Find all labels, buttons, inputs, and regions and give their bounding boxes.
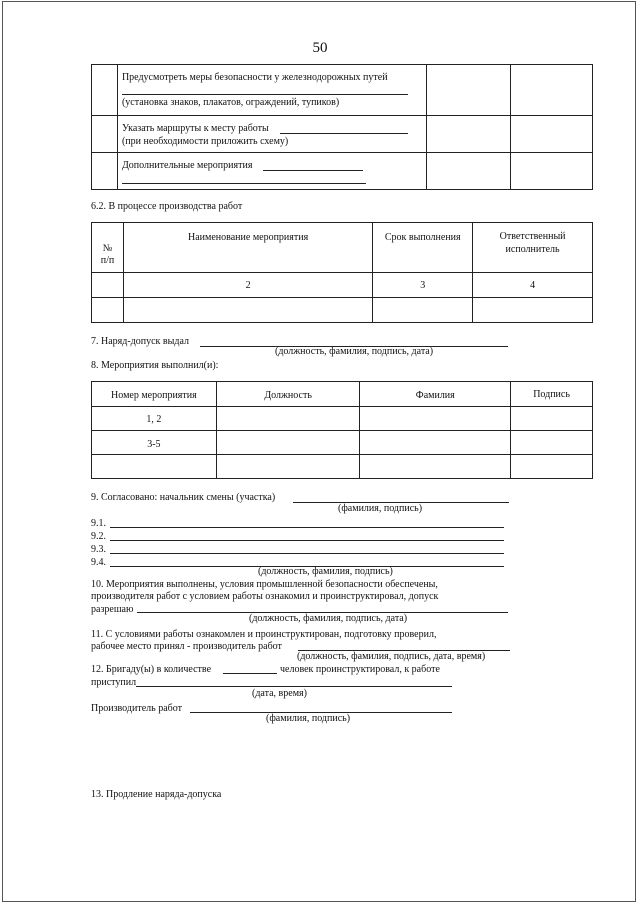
table-cell — [117, 116, 426, 153]
header-cell — [373, 223, 473, 273]
table-cell — [216, 407, 360, 431]
measure-note: (установка знаков, плакатов, ограждений, тупиков) — [121, 97, 340, 108]
section-9-items-caption: (должность, фамилия, подпись) — [258, 566, 393, 577]
header-cell — [92, 223, 124, 273]
measure-note: (при необходимости приложить схему) — [121, 136, 289, 147]
table-cell — [427, 116, 511, 153]
index-cell: 4 — [530, 280, 536, 291]
col-term-header: Срок выполнения — [384, 232, 461, 243]
section-6-2-heading: 6.2. В процессе производства работ — [91, 201, 243, 212]
table-cell — [216, 455, 360, 479]
index-cell: 3 — [420, 280, 426, 291]
table-cell — [92, 65, 118, 116]
fill-line — [110, 540, 504, 541]
measure-text: Дополнительные мероприятия — [121, 160, 253, 171]
section-10-caption: (должность, фамилия, подпись, дата) — [249, 613, 408, 624]
header-cell — [473, 223, 593, 273]
table-cell — [123, 273, 372, 298]
table-cell — [117, 65, 426, 116]
section-8-heading: 8. Мероприятия выполнил(и): — [91, 360, 219, 371]
approval-item: 9.1. — [91, 518, 106, 529]
measure-number: 3-5 — [147, 439, 161, 450]
table-cell — [360, 455, 511, 479]
section-11-line2: рабочее место принял - производитель работ — [91, 641, 282, 652]
table-cell — [92, 153, 118, 190]
section-12-line1a: 12. Бригаду(ы) в количестве — [91, 664, 212, 675]
table-cell — [511, 431, 593, 455]
fill-line — [223, 673, 277, 674]
index-cell: 2 — [245, 280, 251, 291]
page-number: 50 — [312, 40, 328, 56]
col-surname-header: Фамилия — [415, 390, 455, 401]
col-num-header-2: п/п — [100, 255, 115, 266]
section-10-line1: 10. Мероприятия выполнены, условия промышленной безопасности обеспечены, — [91, 579, 438, 590]
table-cell — [511, 407, 593, 431]
fill-line — [122, 94, 408, 95]
approval-item: 9.3. — [91, 544, 106, 555]
table-cell — [92, 273, 124, 298]
fill-line — [122, 183, 366, 184]
fill-line — [136, 686, 452, 687]
table-cell — [92, 407, 217, 431]
col-position-header: Должность — [264, 390, 312, 401]
section-13-label: 13. Продление наряда-допуска — [91, 789, 222, 800]
executed-measures-table — [91, 381, 593, 479]
table-cell — [427, 65, 511, 116]
table-cell — [511, 455, 593, 479]
section-9-caption: (фамилия, подпись) — [338, 503, 423, 514]
measure-text: Предусмотреть меры безопасности у железнодорожных путей — [121, 72, 388, 83]
section-9-label: 9. Согласовано: начальник смены (участка) — [91, 492, 276, 503]
header-cell — [92, 382, 217, 407]
section-11-line1: 11. С условиями работы ознакомлен и проинструктирован, подготовку проверил, — [91, 629, 437, 640]
table-cell — [511, 65, 593, 116]
approval-item: 9.4. — [91, 557, 106, 568]
table-cell — [92, 116, 118, 153]
measure-number: 1, 2 — [146, 414, 162, 425]
measure-text: Указать маршруты к месту работы — [121, 123, 269, 134]
production-measures-table — [91, 222, 593, 323]
section-12-line2: приступил — [91, 677, 137, 688]
table-cell — [373, 298, 473, 323]
col-number-header: Номер мероприятия — [111, 390, 197, 401]
header-cell — [216, 382, 360, 407]
measure-number — [92, 455, 216, 462]
table-cell — [373, 273, 473, 298]
safety-measures-table — [91, 64, 593, 190]
col-signature-header: Подпись — [533, 389, 570, 400]
table-cell — [427, 153, 511, 190]
section-10-line2: производителя работ с условием работы ознакомил и проинструктировал, допуск — [91, 591, 439, 602]
table-cell — [360, 431, 511, 455]
table-cell — [117, 153, 426, 190]
table-cell — [92, 431, 217, 455]
table-cell — [92, 298, 124, 323]
header-cell — [511, 382, 593, 407]
approval-item: 9.2. — [91, 531, 106, 542]
section-7-caption: (должность, фамилия, подпись, дата) — [275, 346, 434, 357]
table-cell — [216, 431, 360, 455]
fill-line — [263, 170, 363, 171]
section-12-line1b: человек проинструктировал, к работе — [280, 664, 440, 675]
section-12-caption: (дата, время) — [252, 688, 307, 699]
foreman-label: Производитель работ — [91, 703, 182, 714]
table-cell — [360, 407, 511, 431]
section-11-caption: (должность, фамилия, подпись, дата, время) — [297, 651, 486, 662]
table-cell — [123, 298, 372, 323]
fill-line — [280, 133, 408, 134]
table-cell — [511, 153, 593, 190]
col-resp-header: Ответственный — [499, 231, 566, 242]
col-name-header: Наименование мероприятия — [188, 232, 309, 243]
foreman-caption: (фамилия, подпись) — [266, 713, 351, 724]
section-7-label: 7. Наряд-допуск выдал — [91, 336, 189, 347]
fill-line — [110, 553, 504, 554]
header-cell — [123, 223, 372, 273]
fill-line — [110, 527, 504, 528]
table-cell — [473, 298, 593, 323]
table-cell — [92, 455, 217, 479]
table-cell — [511, 116, 593, 153]
table-cell — [473, 273, 593, 298]
section-10-line3: разрешаю — [91, 604, 134, 615]
col-resp-header-2: исполнитель — [505, 244, 560, 255]
header-cell — [360, 382, 511, 407]
col-num-header: № — [102, 243, 113, 254]
